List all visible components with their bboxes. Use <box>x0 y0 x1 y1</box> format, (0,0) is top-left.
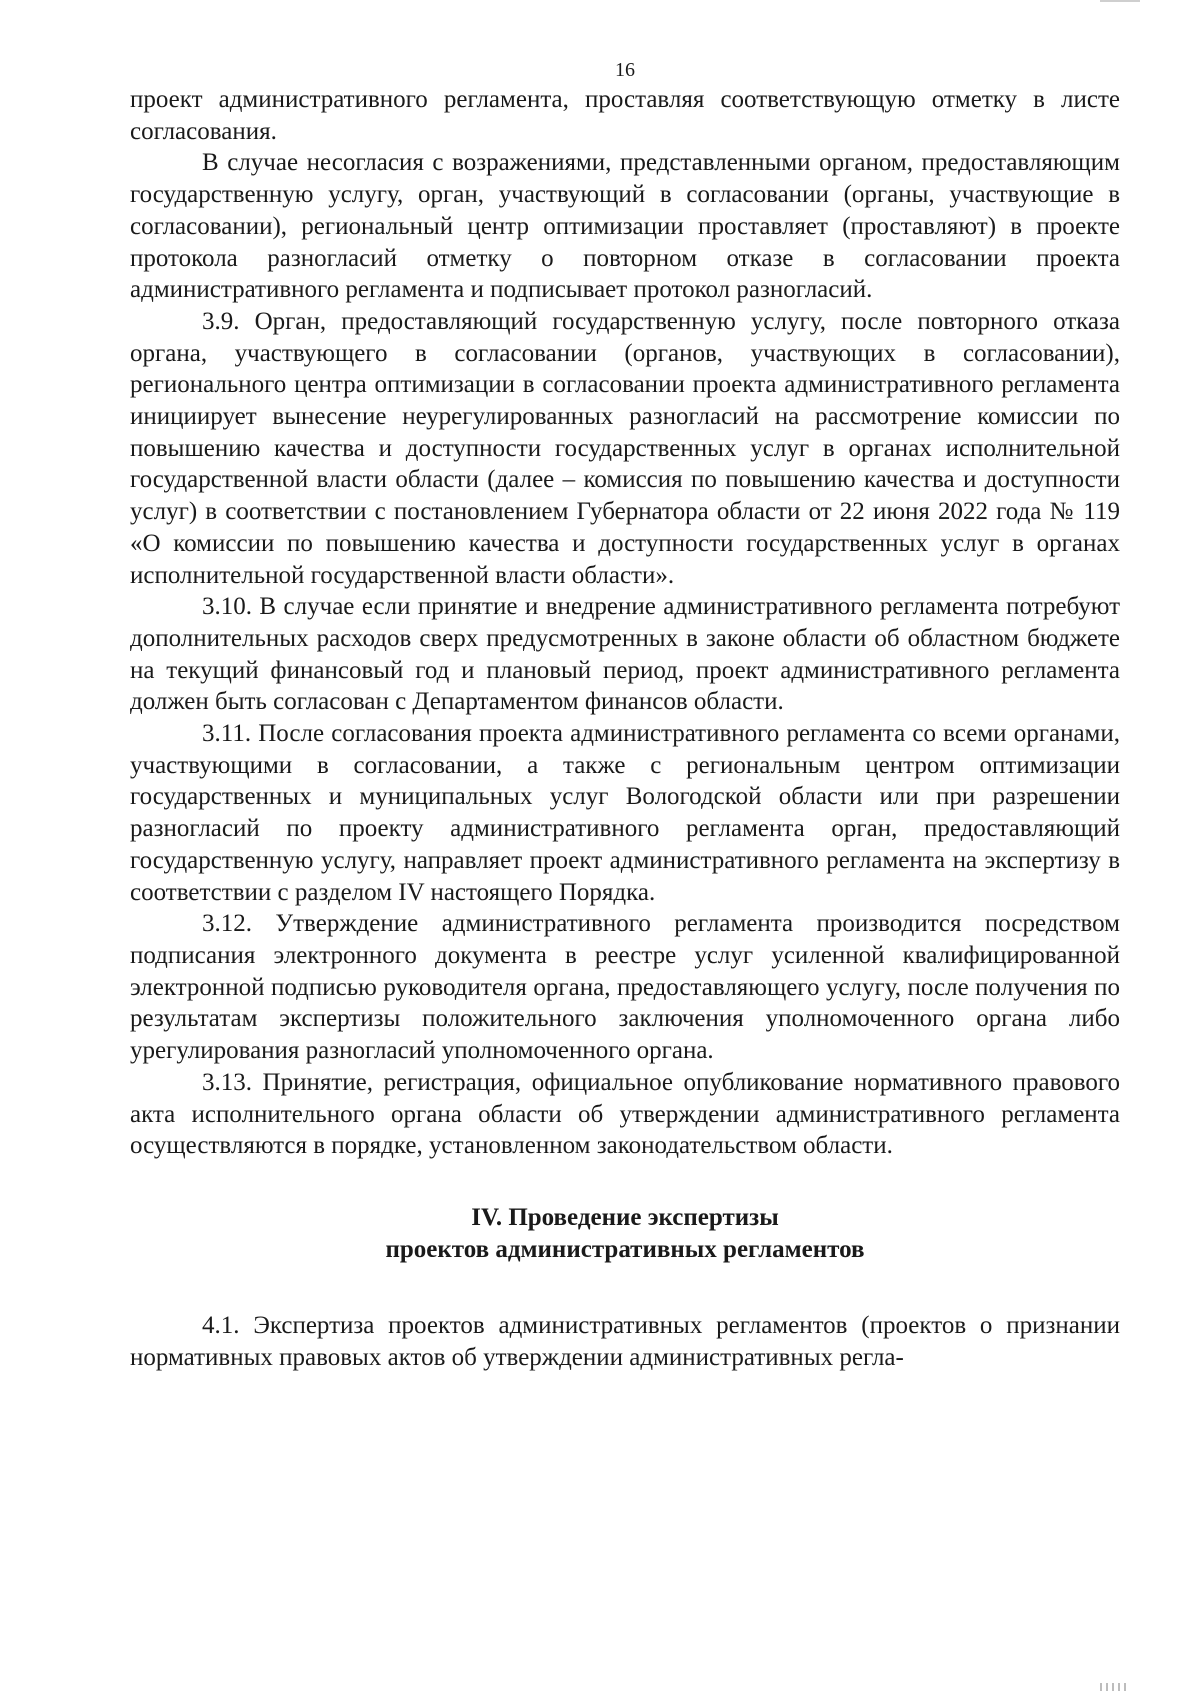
scan-artifact-top-right <box>1100 0 1140 2</box>
paragraph-disagreement: В случае несогласия с возражениями, представленными органом, предоставляющим государственную услугу, орган, участвующий в согласовании (органы, участвующие в согласовании), региональный центр оптимизации проставляет (проставляют) в проекте протокола разногласий отметку о повторном отказе в согласовании проекта административного регламента и подписывает протокол разногласий. <box>130 149 1120 304</box>
paragraph-3-9: 3.9. Орган, предоставляющий государственную услугу, после повторного отказа органа, участвующего в согласовании (органов, участвующих в согласовании), регионального центра оптимизации в согласовании проекта административного регламента инициирует вынесение неурегулированных разногласий на рассмотрение комиссии по повышению качества и доступности государственных услуг в органах исполнительной государственной власти области (далее – комиссия по повышению качества и доступности услуг) в соответствии с постановлением Губернатора области от 22 июня 2022 года № 119 «О комиссии по повышению качества и доступности государственных услуг в органах исполнительной государственной власти области». <box>130 307 1120 589</box>
paragraph-3-13: 3.13. Принятие, регистрация, официальное опубликование нормативного правового акта исполнительного органа области об утверждении административного регламента осуществляются в порядке, установленном законодательством области. <box>130 1068 1120 1160</box>
section-heading <box>130 1202 1120 1266</box>
section-heading-line-1: IV. Проведение экспертизы <box>471 1203 779 1231</box>
paragraph-4-1: 4.1. Экспертиза проектов административных регламентов (проектов о признании нормативных правовых актов об утверждении административных регла- <box>130 1311 1120 1371</box>
paragraph-3-12: 3.12. Утверждение административного регламента производится посредством подписания электронного документа в реестре услуг усиленной квалифицированной электронной подписью руководителя органа, предоставляющего услугу, после получения по результатам экспертизы положительного заключения уполномоченного органа либо урегулирования разногласий уполномоченного органа. <box>130 910 1120 1065</box>
scan-artifact-bottom-right <box>1100 1683 1130 1691</box>
document-body <box>130 84 1120 1373</box>
section-heading-line-2: проектов административных регламентов <box>385 1235 865 1263</box>
page-number: 16 <box>615 59 635 81</box>
paragraph-3-10: 3.10. В случае если принятие и внедрение административного регламента потребуют дополнительных расходов сверх предусмотренных в законе области об областном бюджете на текущий финансовый год и плановый период, проект административного регламента должен быть согласован с Департаментом финансов области. <box>130 593 1120 716</box>
paragraph-3-11: 3.11. После согласования проекта административного регламента со всеми органами, участвующими в согласовании, а также с региональным центром оптимизации государственных и муниципальных услуг Вологодской области или при разрешении разногласий по проекту административного регламента орган, предоставляющий государственную услугу, направляет проект административного регламента на экспертизу в соответствии с разделом IV настоящего Порядка. <box>130 720 1120 906</box>
paragraph-continuation: проект административного регламента, проставляя соответствующую отметку в листе согласования. <box>130 86 1120 145</box>
